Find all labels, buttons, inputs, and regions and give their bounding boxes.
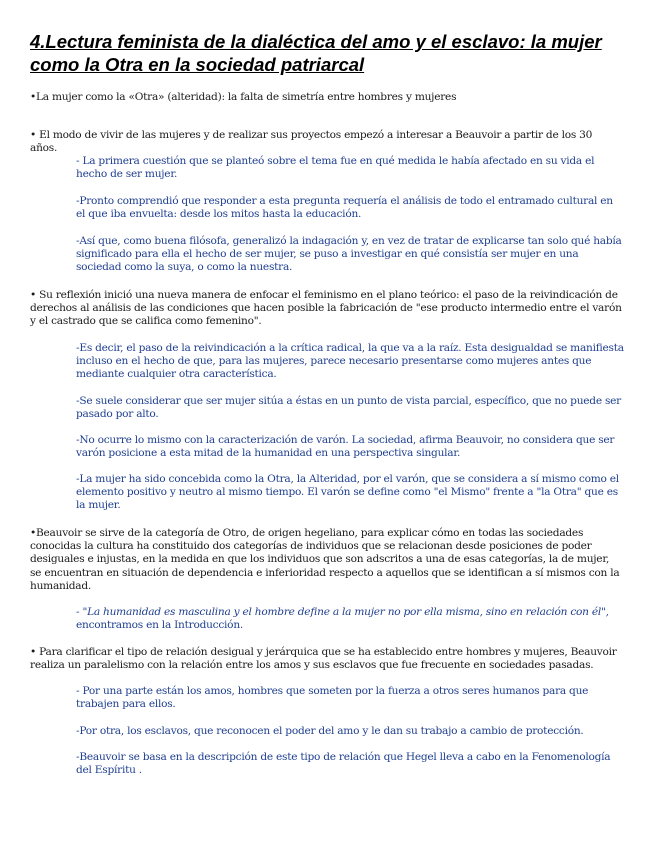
paragraph-subpoint: -Así que, como buena filósofa, generalizó la indagación y, en vez de tratar de explicarse tan solo qué había significado para ella el hecho de ser mujer, se puso a investigar en qué consistía ser mujer en una sociedad como la suya, o como la nuestra. — [76, 235, 622, 274]
section-title: 4.Lectura feminista de la dialéctica del amo y el esclavo: la mujer como la Otra en la sociedad patriarcal — [30, 31, 602, 75]
paragraph-quote-source: encontramos en la Introducción. — [76, 619, 244, 631]
paragraph-subpoint: - La primera cuestión que se planteó sobre el tema fue en qué medida le había afectado en su vida el hecho de ser mujer. — [76, 155, 595, 181]
paragraph-quote: - "La humanidad es masculina y el hombre define a la mujer no por ella misma, sino en relación con él", — [76, 606, 609, 618]
paragraph-bullet: • El modo de vivir de las mujeres y de realizar sus proyectos empezó a interesar a Beauvoir a partir de los 30 años. — [30, 129, 593, 155]
paragraph-subpoint: -Es decir, el paso de la reivindicación a la crítica radical, la que va a la raíz. Esta desigualdad se manifiesta incluso en el hecho de que, para las mujeres, parece necesario presentarse como mujeres antes que mediante cualquier otra característica. — [76, 342, 624, 381]
paragraph-intro: •La mujer como la «Otra» (alteridad): la falta de simetría entre hombres y mujeres — [30, 91, 457, 103]
paragraph-subpoint: -Se suele considerar que ser mujer sitúa a éstas en un punto de vista parcial, específico, que no puede ser pasado por alto. — [76, 395, 621, 421]
paragraph-bullet: •Beauvoir se sirve de la categoría de Otro, de origen hegeliano, para explicar cómo en todas las sociedades conocidas la cultura ha constituido dos categorías de individuos que se relacionan desde posiciones de poder desiguales e injustas, en la medida en que los individuos que son adscritos a una de esas categorías, la de mujer, se encuentran en situación de dependencia e inferioridad respecto a aquellos que se identifican a sí mismos con la humanidad. — [30, 527, 620, 592]
paragraph-subpoint: -Beauvoir se basa en la descripción de este tipo de relación que Hegel lleva a cabo en la Fenomenología del Espíritu . — [76, 751, 611, 777]
paragraph-bullet: • Su reflexión inició una nueva manera de enfocar el feminismo en el plano teórico: el paso de la reivindicación de derechos al análisis de las condiciones que hacen posible la fabricación de "ese producto intermedio entre el varón y el castrado que se califica como femenino". — [30, 289, 622, 328]
paragraph-subpoint: - Por una parte están los amos, hombres que someten por la fuerza a otros seres humanos para que trabajen para ellos. — [76, 685, 589, 711]
paragraph-subpoint: -La mujer ha sido concebida como la Otra, la Alteridad, por el varón, que se considera a sí mismo como el elemento positivo y neutro al mismo tiempo. El varón se define como "el Mismo" frente a "la Otra" que es la mujer. — [76, 473, 619, 512]
paragraph-bullet: • Para clarificar el tipo de relación desigual y jerárquica que se ha establecido entre hombres y mujeres, Beauvoir realiza un paralelismo con la relación entre los amos y sus esclavos que fue frecuente en sociedades pasadas. — [30, 646, 617, 672]
paragraph-subpoint: -Por otra, los esclavos, que reconocen el poder del amo y le dan su trabajo a cambio de protección. — [76, 725, 584, 737]
paragraph-subpoint: -Pronto comprendió que responder a esta pregunta requería el análisis de todo el entramado cultural en el que iba envuelta: desde los mitos hasta la educación. — [76, 195, 613, 221]
paragraph-subpoint: -No ocurre lo mismo con la caracterización de varón. La sociedad, afirma Beauvoir, no considera que ser varón posicione a esta mitad de la humanidad en una perspectiva singular. — [76, 434, 615, 460]
